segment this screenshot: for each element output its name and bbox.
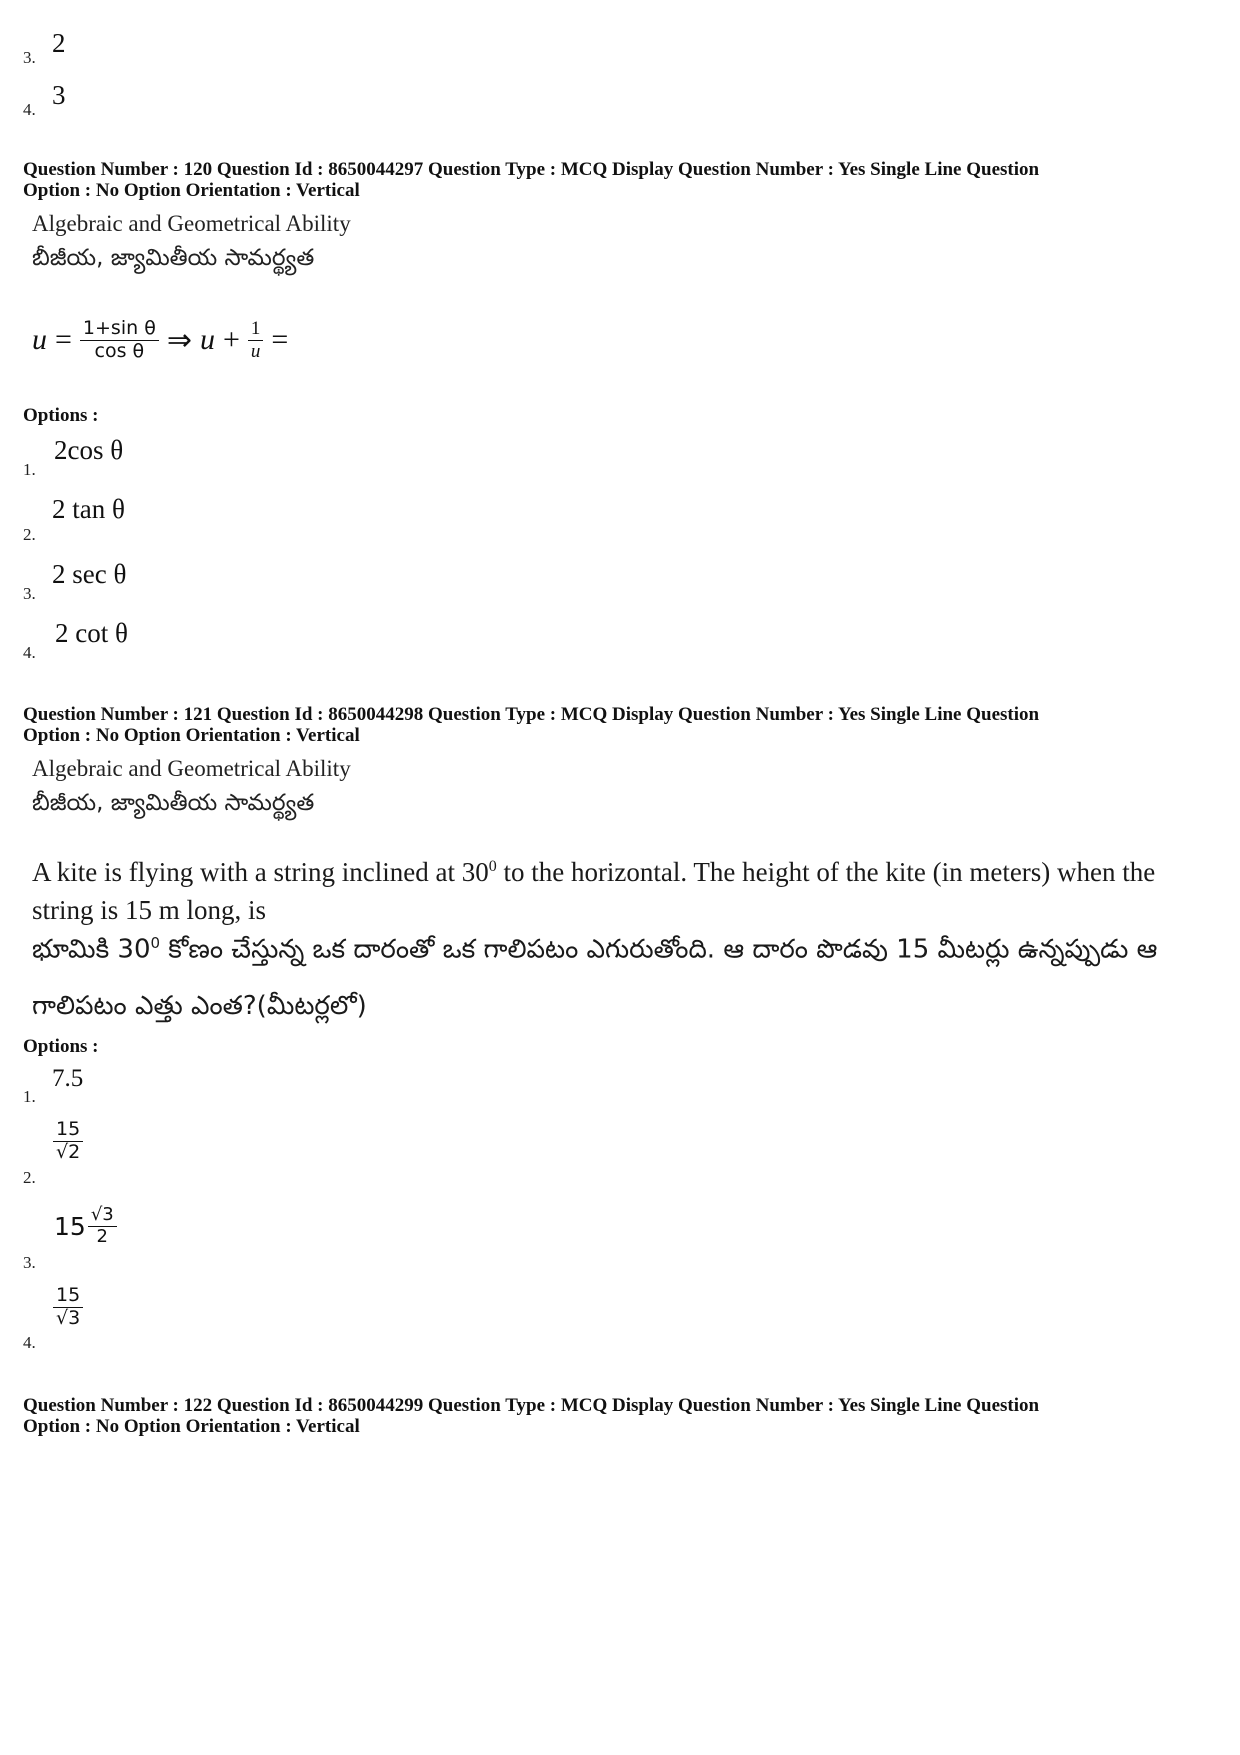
eq-fraction-denominator: cos θ	[94, 339, 145, 362]
fraction-denominator: √2	[56, 1140, 81, 1163]
options-label: Options :	[23, 1036, 99, 1057]
eq-variable-u: u	[32, 323, 47, 357]
option-fraction	[53, 1119, 83, 1164]
eq-fraction-numerator: 1+sin θ	[80, 318, 159, 341]
fraction-numerator: 15	[53, 1119, 83, 1142]
option-value	[54, 1205, 117, 1247]
question-meta-line1: Question Number : 122 Question Id : 8650044299 Question Type : MCQ Display Question Number : Yes Single Line Question	[23, 1395, 1040, 1416]
question-meta-line2: Option : No Option Orientation : Vertical	[23, 180, 360, 201]
option-value: 2 cot θ	[55, 618, 128, 648]
question-meta	[23, 1395, 1223, 1437]
subject-english: Algebraic and Geometrical Ability	[32, 211, 351, 236]
subject-telugu: బీజీయ, జ్యామితీయ సామర్థ్యత	[32, 790, 315, 816]
eq-equals-end: =	[271, 323, 289, 357]
option-number: 2.	[23, 1168, 36, 1187]
option-value: 2cos θ	[54, 435, 124, 465]
option-value: 2 sec θ	[52, 559, 127, 589]
option-number: 4.	[23, 1333, 36, 1352]
option-value: 2	[52, 28, 66, 58]
eq-reciprocal-denominator: u	[250, 340, 261, 362]
subject-english: Algebraic and Geometrical Ability	[32, 756, 351, 781]
subject-telugu: బీజీయ, జ్యామితీయ సామర్థ్యత	[32, 245, 315, 271]
question-text-te-part1: భూమికి 30	[32, 934, 151, 965]
option-number: 1.	[23, 460, 36, 479]
option-value: 2 tan θ	[52, 494, 125, 524]
eq-plus: +	[222, 323, 240, 357]
option-value	[53, 1119, 83, 1164]
option-number: 3.	[23, 1253, 36, 1272]
option-number: 2.	[23, 525, 36, 544]
degree-superscript: 0	[150, 934, 161, 952]
fraction-numerator: √3	[88, 1205, 117, 1227]
option-value	[53, 1285, 83, 1330]
fraction-numerator: 15	[53, 1285, 83, 1308]
question-text-en-part1: A kite is flying with a string inclined at 30	[32, 857, 489, 887]
question-meta	[23, 704, 1223, 746]
question-text-te-part2: కోణం చేస్తున్న ఒక దారంతో ఒక గాలిపటం ఎగురుతోంది. ఆ దారం పొడవు 15 మీటర్లు ఉన్నప్పుడు ఆ గాలిపటం ఎత్తు ఎంత?(మీటర్లలో)	[32, 934, 1158, 1021]
option-number: 4.	[23, 643, 36, 662]
option-number: 3.	[23, 584, 36, 603]
options-label: Options :	[23, 405, 99, 426]
eq-implies: ⇒	[166, 323, 192, 357]
option-value: 7.5	[52, 1065, 84, 1092]
option-value: 3	[52, 80, 66, 110]
option-fraction	[53, 1285, 83, 1330]
eq-fraction-reciprocal	[248, 318, 264, 363]
option-number: 1.	[23, 1087, 36, 1106]
question-text-en-part2: to the horizontal. The height of the kite (in meters) when the string is 15 m long, is	[32, 857, 1156, 925]
eq-reciprocal-numerator: 1	[248, 318, 264, 341]
question-equation	[32, 318, 288, 363]
option-number: 3.	[23, 48, 36, 67]
option-fraction	[88, 1205, 117, 1247]
option-number: 4.	[23, 100, 36, 119]
question-meta-line2: Option : No Option Orientation : Vertical	[23, 1416, 360, 1437]
eq-equals: =	[55, 323, 72, 357]
degree-superscript: 0	[488, 858, 497, 875]
question-meta-line1: Question Number : 120 Question Id : 8650044297 Question Type : MCQ Display Question Number : Yes Single Line Question	[23, 159, 1040, 180]
fraction-denominator: 2	[96, 1225, 108, 1247]
question-meta	[23, 159, 1223, 201]
mixed-whole: 15	[54, 1211, 86, 1241]
fraction-denominator: √3	[56, 1306, 81, 1329]
question-text-telugu	[32, 915, 1202, 1034]
question-meta-line1: Question Number : 121 Question Id : 8650044298 Question Type : MCQ Display Question Number : Yes Single Line Question	[23, 704, 1040, 725]
eq-fraction	[80, 318, 159, 363]
eq-variable-u: u	[199, 323, 215, 357]
question-meta-line2: Option : No Option Orientation : Vertical	[23, 725, 360, 746]
